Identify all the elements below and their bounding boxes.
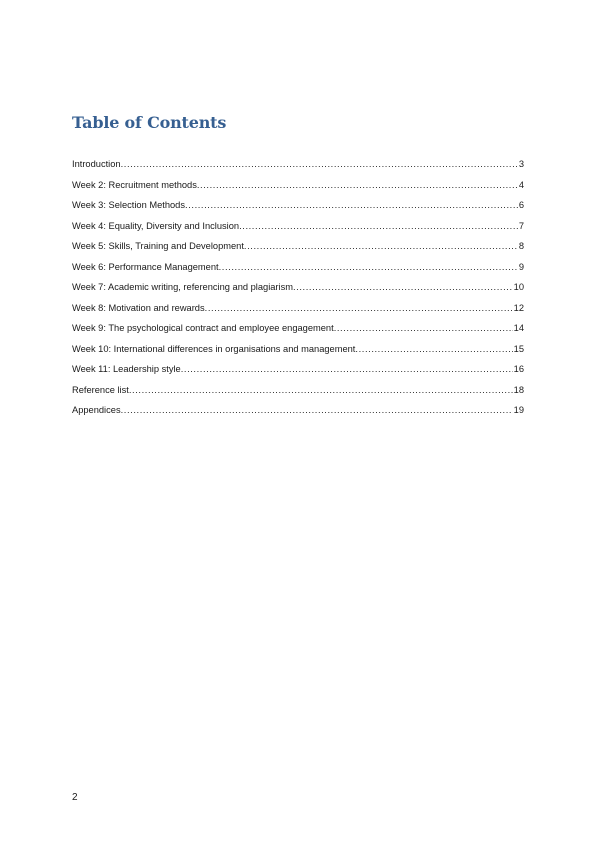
toc-entry-label: Week 5: Skills, Training and Development <box>72 241 244 251</box>
toc-dot-leader <box>121 400 513 421</box>
toc-dot-leader <box>219 257 518 278</box>
toc-entry-page: 18 <box>513 384 524 395</box>
toc-entry-week-9[interactable] <box>72 318 524 339</box>
toc-entry-label: Introduction <box>72 159 121 169</box>
toc-entry-week-11[interactable] <box>72 359 524 380</box>
toc-entry-label: Week 3: Selection Methods <box>72 200 186 210</box>
toc-dot-leader <box>129 380 513 401</box>
toc-title: Table of Contents <box>72 113 227 132</box>
page-number: 2 <box>72 792 78 803</box>
toc-entry-page: 15 <box>513 343 524 354</box>
toc-dot-leader <box>181 359 513 380</box>
toc-entry-label: Week 2: Recruitment methods <box>72 179 197 190</box>
toc-dot-leader <box>121 154 518 175</box>
toc-entry-week-3[interactable] <box>72 195 524 216</box>
toc-entry-week-4[interactable] <box>72 216 524 237</box>
toc-entry-page: 7 <box>518 220 524 231</box>
toc-entry-page: 14 <box>513 323 524 333</box>
toc-entry-page: 19 <box>513 405 524 415</box>
toc-entry-label: Week 7: Academic writing, referencing and plagiarism <box>72 282 293 292</box>
toc-entry-page: 10 <box>513 282 524 292</box>
toc-entry-page: 16 <box>513 364 524 374</box>
toc-entry-label: Week 11: Leadership style <box>72 364 181 374</box>
toc-entry-week-2[interactable] <box>72 175 524 196</box>
toc-entry-week-6[interactable] <box>72 257 524 278</box>
toc-entry-week-7[interactable] <box>72 277 524 298</box>
toc-dot-leader <box>244 236 518 257</box>
toc-entry-page: 8 <box>518 241 524 251</box>
toc-dot-leader <box>185 195 518 216</box>
toc-entry-label: Week 8: Motivation and rewards <box>72 302 205 313</box>
toc-entry-label: Week 6: Performance Management <box>72 261 219 272</box>
toc-dot-leader <box>355 339 512 360</box>
toc-dot-leader <box>205 298 513 319</box>
toc-entry-page: 9 <box>518 261 524 272</box>
toc-entry-page: 12 <box>513 302 524 313</box>
toc-entry-label: Week 9: The psychological contract and employee engagement <box>72 323 334 333</box>
toc-dot-leader <box>197 175 518 196</box>
toc-entry-appendices[interactable] <box>72 400 524 421</box>
toc-entry-page: 4 <box>518 179 524 190</box>
toc-dot-leader <box>293 277 513 298</box>
toc-entry-week-8[interactable] <box>72 298 524 319</box>
toc-list <box>72 154 524 421</box>
toc-entry-introduction[interactable] <box>72 154 524 175</box>
toc-entry-reference-list[interactable] <box>72 380 524 401</box>
toc-dot-leader <box>239 216 518 237</box>
toc-entry-week-5[interactable] <box>72 236 524 257</box>
toc-entry-page: 3 <box>518 159 524 169</box>
toc-entry-page: 6 <box>518 200 524 210</box>
toc-entry-label: Reference list <box>72 384 129 395</box>
toc-entry-week-10[interactable] <box>72 339 524 360</box>
toc-entry-label: Week 10: International differences in organisations and management <box>72 343 356 354</box>
toc-entry-label: Appendices <box>72 405 121 415</box>
toc-entry-label: Week 4: Equality, Diversity and Inclusion <box>72 220 240 231</box>
toc-dot-leader <box>334 318 513 339</box>
